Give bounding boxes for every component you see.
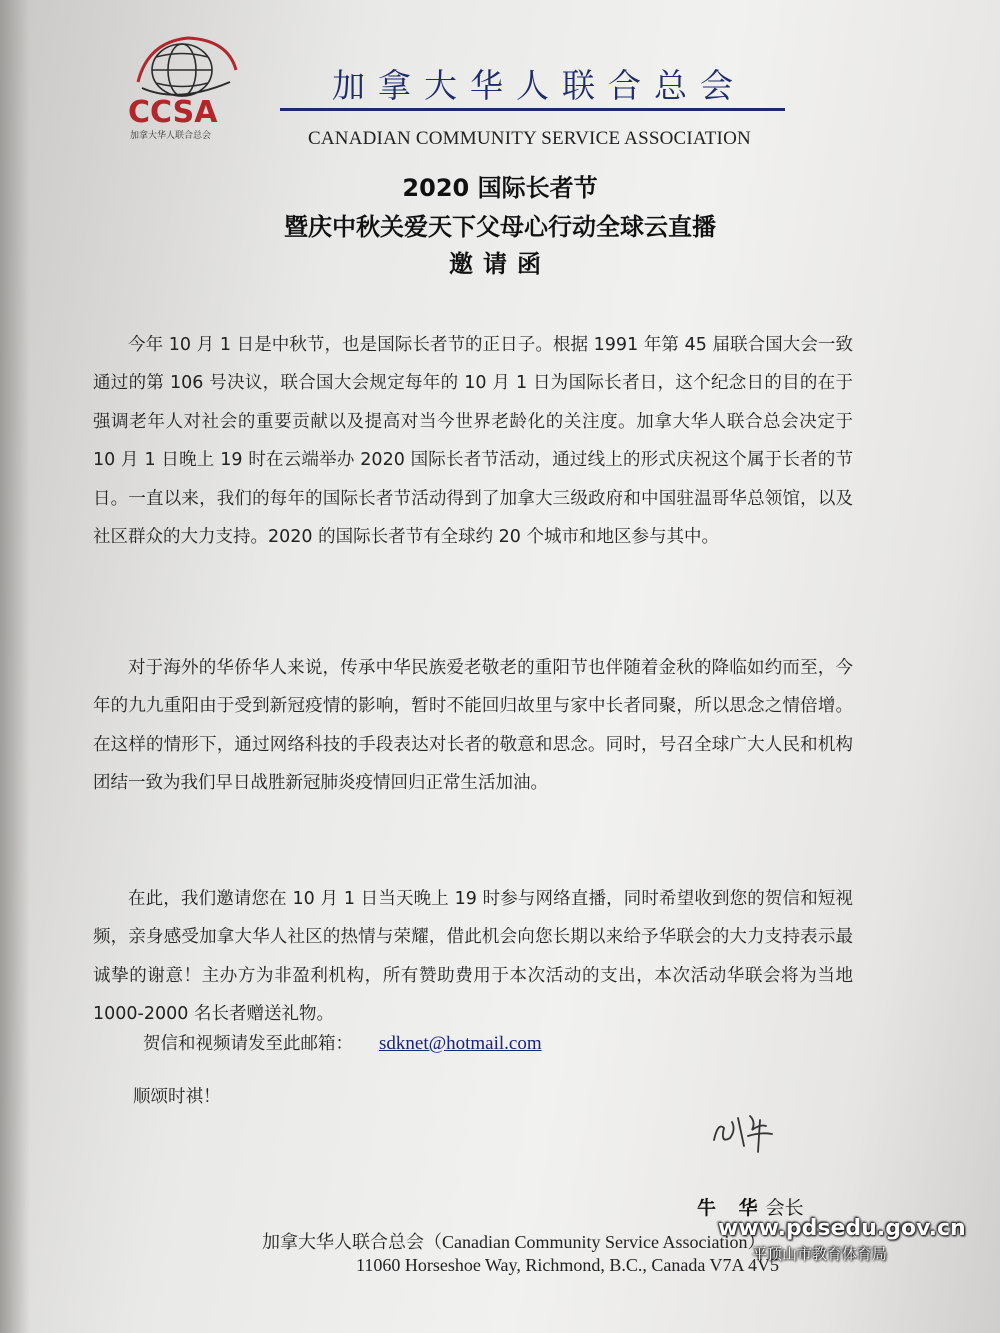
ccsa-logo [118,30,258,145]
footer-address: 11060 Horseshoe Way, Richmond, B.C., Canada V7A 4V5 [356,1255,780,1275]
body-paragraph-2: 对于海外的华侨华人来说，传承中华民族爱老敬老的重阳节也伴随着金秋的降临如约而至，今年的九九重阳由于受到新冠疫情的影响，暂时不能回归故里与家中长者同聚，所以思念之情倍增。在这样的情形下，通过网络科技的手段表达对长者的敬意和思念。同时，号召全球广大人民和机构团结一致为我们早日战胜新冠肺炎疫情回归正常生活加油。 [93,657,853,793]
closing-greeting: 顺颂时祺！ [133,1087,221,1107]
footer-org-line: 加拿大华人联合总会（Canadian Community Service Association） [262,1232,766,1252]
handwritten-signature [700,1100,790,1160]
body-paragraph-3: 在此，我们邀请您在 10 月 1 日当天晚上 19 时参与网络直播，同时希望收到您的贺信和短视频，亲身感受加拿大华人社区的热情与荣耀，借此机会向您长期以来给予华联会的大力支持表示最诚挚的谢意！主办方为非盈利机构，所有赞助费用于本次活动的支出，本次活动华联会将为当地 1000-2000 名长者赠送礼物。 [93,888,853,1024]
page-edge-shadow [0,0,30,1333]
email-line [143,1030,542,1055]
logo-acronym: CCSA [128,95,218,130]
body-paragraph-1: 今年 10 月 1 日是中秋节，也是国际长者节的正日子。根据 1991 年第 45 届联合国大会一致通过的第 106 号决议，联合国大会规定每年的 10 月 1 日为国际长者日，这个纪念日的目的在于强调老年人对社会的重要贡献以及提高对当今世界老龄化的关注度。加拿大华人联合总会决定于 10 月 1 日晚上 19 时在云端举办 2020 国际长者节活动，通过线上的形式庆祝这个属于长者的节日。一直以来，我们的每年的国际长者节活动得到了加拿大三级政府和中国驻温哥华总领馆，以及社区群众的大力支持。2020 的国际长者节有全球约 20 个城市和地区参与其中。 [93,334,853,547]
title-line-2: 暨庆中秋关爱天下父母心行动全球云直播 [284,213,716,241]
signer-title: 会长 [765,1197,804,1219]
globe-logo-icon [118,30,258,145]
org-name-english: CANADIAN COMMUNITY SERVICE ASSOCIATION [308,128,751,149]
title-line-3: 邀请函 [449,250,551,278]
title-line-1: 2020 国际长者节 [402,174,598,202]
email-label: 贺信和视频请发至此邮箱： [143,1034,353,1054]
org-name-chinese: 加拿大华人联合总会 [332,66,746,105]
email-link[interactable]: sdknet@hotmail.com [379,1033,542,1054]
logo-subtext: 加拿大华人联合总会 [130,131,212,141]
signature-icon [700,1100,790,1160]
watermark-url: www.pdsedu.gov.cn [718,1216,966,1241]
header-divider [280,108,785,111]
signer-name: 牛 华 [697,1197,766,1219]
watermark-org: 平顶山市教育体育局 [752,1245,888,1263]
